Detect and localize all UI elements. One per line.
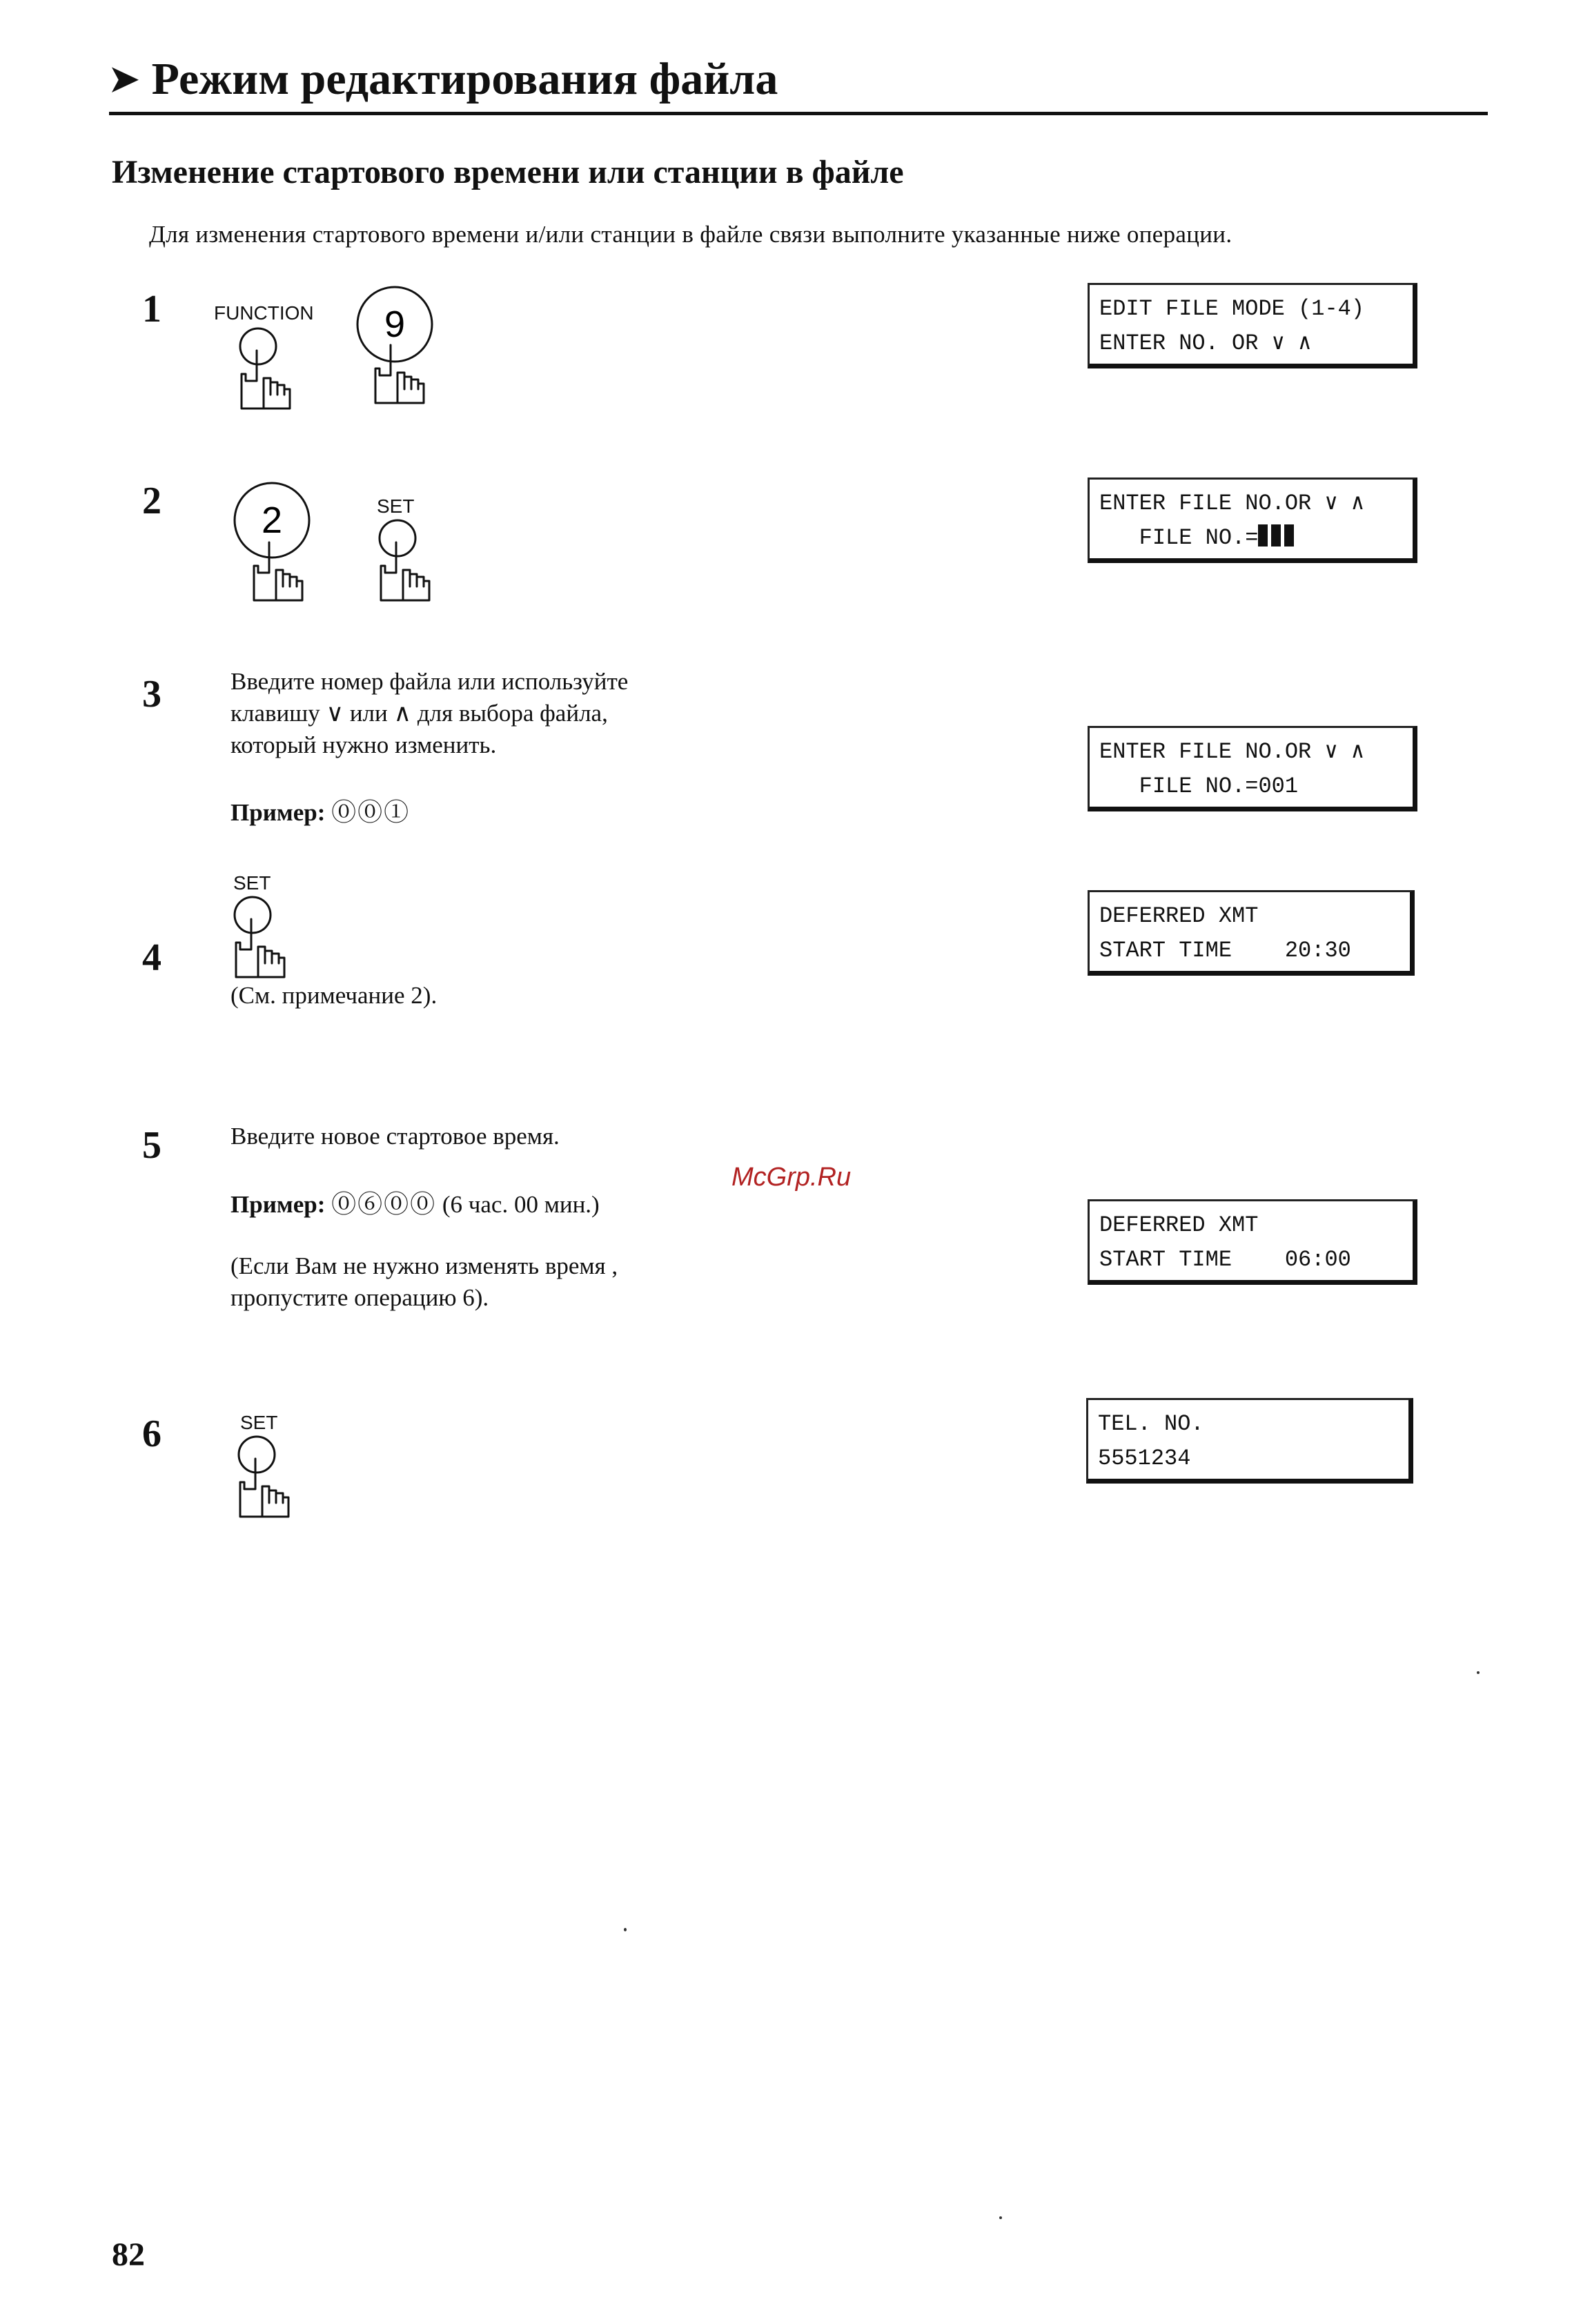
lcd-display-step-4: [1088, 890, 1415, 976]
title-rule: [109, 112, 1488, 115]
example-keys: ⓪⑥⓪⓪: [331, 1190, 437, 1218]
example-row: [230, 796, 410, 829]
subtitle: Изменение стартового времени или станции в файле: [112, 154, 904, 190]
page-number: 82: [112, 2236, 145, 2273]
lcd-line-1: TEL. NO.: [1098, 1411, 1204, 1437]
set-key-label: SET: [233, 872, 271, 894]
lcd-line-2: START TIME 06:00: [1099, 1247, 1351, 1272]
step-number: 2: [142, 480, 161, 522]
step-5-instruction: Введите новое стартовое время.: [230, 1123, 560, 1150]
set-key-label: SET: [377, 495, 415, 517]
lcd-display-step-1: [1088, 283, 1417, 368]
note-line: пропустите операцию 6).: [230, 1284, 489, 1311]
example-suffix: (6 час. 00 мин.): [436, 1191, 600, 1218]
note-line: (Если Вам не нужно изменять время ,: [230, 1252, 618, 1279]
lcd-line-2: 5551234: [1098, 1446, 1191, 1471]
cursor-block-icon: [1258, 524, 1294, 546]
digit-9-label: 9: [384, 304, 406, 345]
section-title: [109, 54, 778, 104]
scan-speck: [624, 1928, 627, 1931]
step-4-note: (См. примечание 2).: [230, 982, 438, 1009]
lcd-display-step-2: [1088, 477, 1417, 563]
intro-paragraph: Для изменения стартового времени и/или станции в файле связи выполните указанные ниже операции.: [149, 221, 1232, 248]
set-key-label: SET: [240, 1412, 278, 1433]
set-key-press-icon: [225, 1432, 308, 1522]
step-number: 1: [142, 288, 161, 331]
lcd-line-2: ENTER NO. OR ∨ ∧: [1099, 331, 1312, 356]
step-3-instructions: [230, 666, 628, 761]
lcd-line-1: ENTER FILE NO.OR ∨ ∧: [1099, 739, 1365, 765]
arrow-bullet-icon: ➤: [109, 60, 139, 99]
scan-speck: [1477, 1671, 1480, 1674]
instruction-line: Введите номер файла или используйте: [230, 668, 629, 695]
lcd-line-2: FILE NO.=001: [1099, 774, 1299, 799]
lcd-line-1: ENTER FILE NO.OR ∨ ∧: [1099, 491, 1365, 516]
lcd-display-step-3: [1088, 726, 1417, 811]
digit-2-key-press-icon: [228, 477, 324, 609]
digit-9-key-press-icon: [349, 282, 446, 413]
lcd-line-2: START TIME 20:30: [1099, 938, 1351, 963]
function-key-label: FUNCTION: [214, 302, 314, 324]
digit-2-label: 2: [261, 500, 283, 541]
set-key-press-icon: [366, 516, 449, 606]
step-number: 4: [142, 936, 161, 979]
step-number: 6: [142, 1412, 161, 1455]
instruction-line: который нужно изменить.: [230, 731, 497, 758]
section-title-text: Режим редактирования файла: [151, 54, 778, 104]
lcd-display-step-5: [1088, 1199, 1417, 1285]
lcd-line-2-text: FILE NO.=: [1099, 525, 1259, 551]
set-key-press-icon: [221, 893, 304, 983]
example-label: Пример:: [230, 799, 326, 826]
lcd-line-1: EDIT FILE MODE (1-4): [1099, 296, 1365, 322]
watermark: McGrp.Ru: [731, 1163, 852, 1192]
example-keys: ⓪⓪①: [331, 798, 411, 826]
lcd-line-2: [1099, 521, 1413, 555]
lcd-display-step-6: [1086, 1398, 1413, 1484]
step-number: 3: [142, 673, 161, 716]
scan-speck: [999, 2216, 1002, 2219]
example-label: Пример:: [230, 1191, 326, 1218]
step-5-note: [230, 1250, 618, 1314]
lcd-line-1: DEFERRED XMT: [1099, 1212, 1259, 1238]
instruction-line: клавишу ∨ или ∧ для выбора файла,: [230, 700, 608, 727]
step-number: 5: [142, 1124, 161, 1167]
example-row: [230, 1188, 600, 1221]
function-key-press-icon: [228, 324, 311, 414]
lcd-line-1: DEFERRED XMT: [1099, 903, 1259, 929]
